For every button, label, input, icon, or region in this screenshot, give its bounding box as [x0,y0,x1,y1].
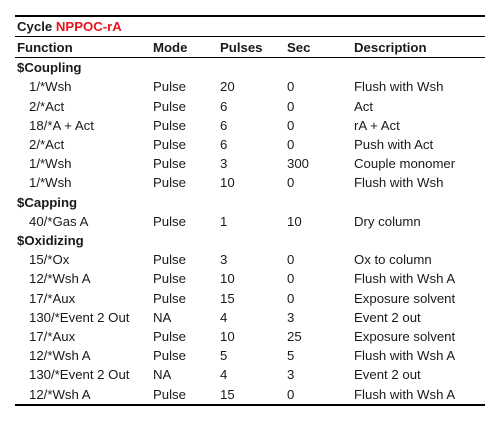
cell-function: 1/*Wsh [29,175,72,191]
cell-mode: Pulse [153,137,186,153]
cell-description: Exposure solvent [354,290,456,306]
cell-mode: Pulse [153,385,220,405]
cell-function: 17/*Aux [29,290,76,306]
cell-sec: 0 [287,271,295,287]
cell-sec: 0 [287,98,295,114]
table-title-row [15,16,485,37]
cell-description: Event 2 out [354,367,421,383]
section-row [15,193,485,212]
cell-sec: 5 [287,348,295,364]
table-row [15,346,485,365]
table-row [15,269,485,288]
cell-pulses: 4 [220,309,228,325]
table-row [15,308,485,327]
table-row [15,97,485,116]
cycle-name: NPPOC-rA [55,19,122,34]
header-pulses: Pulses [220,37,287,58]
header-function: Function [15,37,153,58]
table-title [15,16,485,37]
cell-sec: 0 [287,290,295,306]
cell-description: Flush with Wsh [354,175,444,191]
cell-function: 1/*Wsh [29,79,72,95]
cell-description: Push with Act [354,137,434,153]
cell-pulses: 3 [220,252,228,268]
cell-sec: 0 [287,79,295,95]
cell-mode: Pulse [153,175,186,191]
cell-description: Flush with Wsh A [354,385,485,405]
cell-function: 12/*Wsh A [15,385,153,405]
cell-sec: 3 [287,367,295,383]
title-prefix: Cycle [17,19,53,34]
cell-mode: Pulse [153,290,186,306]
table-row [15,154,485,173]
cell-description: Couple monomer [354,156,456,172]
header-description: Description [354,37,485,58]
cell-description: Flush with Wsh A [354,271,456,287]
cell-mode: Pulse [153,79,186,95]
section-name: $Capping [17,194,78,210]
cell-sec: 10 [287,213,302,229]
header-mode: Mode [153,37,220,58]
cell-function: 18/*A + Act [29,117,94,133]
table-row [15,77,485,96]
cell-function: 15/*Ox [29,252,70,268]
cell-function: 1/*Wsh [29,156,72,172]
cell-sec: 25 [287,329,302,345]
cell-function: 40/*Gas A [29,213,89,229]
cell-sec: 3 [287,309,295,325]
cell-sec: 0 [287,137,295,153]
cell-pulses: 10 [220,329,235,345]
cell-mode: NA [153,367,172,383]
cell-pulses: 6 [220,117,228,133]
cell-pulses: 15 [220,290,235,306]
cell-pulses: 6 [220,98,228,114]
cell-description: Flush with Wsh [354,79,444,95]
cell-description: Dry column [354,213,421,229]
cell-pulses: 4 [220,367,228,383]
table-row [15,173,485,192]
cell-pulses: 3 [220,156,228,172]
table-row [15,116,485,135]
cell-function: 12/*Wsh A [29,271,91,287]
table-row [15,385,485,405]
table-row [15,135,485,154]
cell-mode: Pulse [153,98,186,114]
cell-pulses: 5 [220,348,228,364]
header-sec: Sec [287,37,354,58]
cell-pulses: 1 [220,213,228,229]
cell-mode: Pulse [153,329,186,345]
table-row [15,250,485,269]
cell-function: 2/*Act [29,137,65,153]
cell-mode: Pulse [153,252,186,268]
cell-function: 130/*Event 2 Out [29,367,130,383]
cell-pulses: 10 [220,175,235,191]
section-name: $Oxidizing [17,233,84,249]
cell-sec: 0 [287,252,295,268]
cell-mode: Pulse [153,271,186,287]
cell-sec: 0 [287,117,295,133]
cell-pulses: 20 [220,79,235,95]
cell-sec: 0 [287,385,354,405]
cell-pulses: 15 [220,385,287,405]
cell-description: Ox to column [354,252,432,268]
table-row [15,289,485,308]
cell-description: Event 2 out [354,309,421,325]
cell-mode: Pulse [153,348,186,364]
cell-mode: NA [153,309,172,325]
cell-function: 17/*Aux [29,329,76,345]
cell-description: rA + Act [354,117,400,133]
cell-sec: 0 [287,175,295,191]
cell-description: Flush with Wsh A [354,348,456,364]
cell-function: 12/*Wsh A [29,348,91,364]
cell-pulses: 10 [220,271,235,287]
cell-function: 130/*Event 2 Out [29,309,130,325]
cell-pulses: 6 [220,137,228,153]
section-name: $Coupling [17,60,82,76]
cell-mode: Pulse [153,213,186,229]
section-row [15,58,485,78]
table-row [15,327,485,346]
cell-description: Exposure solvent [354,329,456,345]
cell-mode: Pulse [153,117,186,133]
cell-mode: Pulse [153,156,186,172]
section-row [15,231,485,250]
cycle-table [15,15,485,406]
header-row [15,37,485,58]
cell-sec: 300 [287,156,310,172]
cell-function: 2/*Act [29,98,65,114]
table-row [15,212,485,231]
cell-description: Act [354,98,374,114]
table-row [15,365,485,384]
